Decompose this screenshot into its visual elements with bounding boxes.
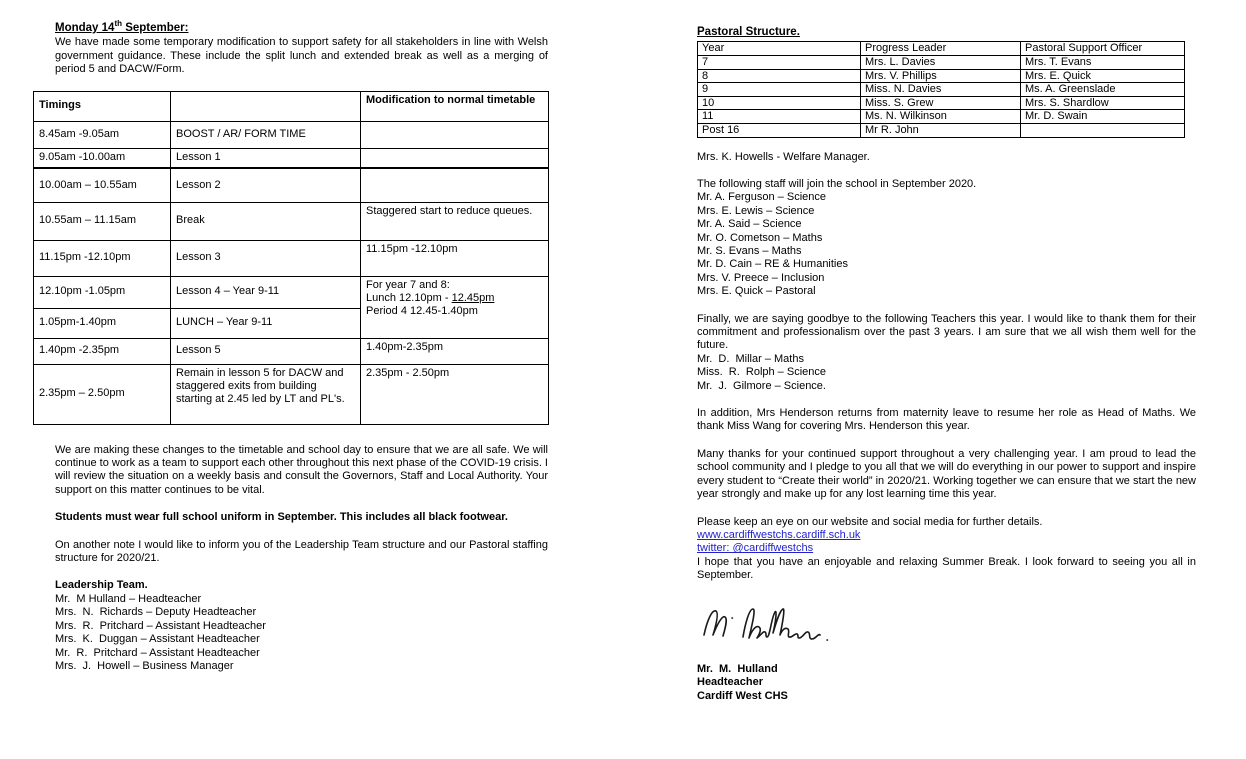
list-item: Mr. A. Ferguson – Science <box>697 191 827 204</box>
table-cell: 10 <box>698 96 861 110</box>
list-item: Mr. O. Cometson – Maths <box>697 231 823 244</box>
table-cell: Mrs. L. Davies <box>861 56 1021 70</box>
list-item: Mr. R. Pritchard – Assistant Headteacher <box>55 646 260 659</box>
table-cell: Mr R. John <box>861 123 1021 137</box>
table-cell: 1.40pm-2.35pm <box>361 338 549 364</box>
table-row <box>698 123 1185 137</box>
website-link[interactable]: www.cardiffwestchs.cardiff.sch.uk <box>697 528 861 541</box>
table-cell: 2.35pm – 2.50pm <box>34 364 171 424</box>
table-cell: Mr. D. Swain <box>1021 110 1185 124</box>
table-cell: Staggered start to reduce queues. <box>361 202 549 240</box>
table-row <box>34 202 549 240</box>
pastoral-header-row <box>698 42 1185 56</box>
table-cell <box>361 168 549 202</box>
table-cell: 11 <box>698 110 861 124</box>
table-row <box>698 83 1185 97</box>
table-cell: Remain in lesson 5 for DACW and staggered exits from building starting at 2.45 led by LT and PL's. <box>171 364 361 424</box>
sign-off-school: Cardiff West CHS <box>697 689 788 702</box>
list-item: Mr. S. Evans – Maths <box>697 245 802 257</box>
joining-intro: The following staff will join the school in September 2020. <box>697 177 977 190</box>
timetable <box>33 91 549 425</box>
list-item: Mrs. E. Quick – Pastoral <box>697 285 816 298</box>
goodbye-paragraph: Finally, we are saying goodbye to the following Teachers this year. I would like to thank them for their commitment and professionalism over the past 3 years. I am sure that we all wish them well for the future. <box>697 312 1196 352</box>
table-cell: LUNCH – Year 9-11 <box>171 308 361 338</box>
sign-off-title: Headteacher <box>697 676 764 689</box>
leadership-list <box>55 593 548 673</box>
welfare-line: Mrs. K. Howells - Welfare Manager. <box>697 150 870 163</box>
monday-heading-prefix: Monday 14 <box>55 22 115 34</box>
table-cell: Ms. N. Wilkinson <box>861 110 1021 124</box>
list-item: Mrs. R. Pritchard – Assistant Headteacher <box>55 619 266 632</box>
table-row <box>698 69 1185 83</box>
table-row <box>34 364 549 424</box>
table-cell: Miss. N. Davies <box>861 83 1021 97</box>
table-cell: 8 <box>698 69 861 83</box>
table-cell: Post 16 <box>698 123 861 137</box>
table-row <box>34 338 549 364</box>
table-row <box>698 56 1185 70</box>
table-cell: 7 <box>698 56 861 70</box>
table-cell <box>361 121 549 148</box>
right-column <box>697 26 1196 703</box>
henderson-paragraph: In addition, Mrs Henderson returns from maternity leave to resume her role as Head of Maths. We thank Miss Wang for covering Mrs. Henderson this year. <box>697 407 1196 433</box>
list-item: Mr. M Hulland – Headteacher <box>55 592 202 605</box>
uniform-paragraph: Students must wear full school uniform in September. This includes all black footwear. <box>55 511 508 524</box>
table-cell <box>1021 123 1185 137</box>
sign-off-name: Mr. M. Hulland <box>697 662 778 675</box>
table-cell: 2.35pm - 2.50pm <box>361 364 549 424</box>
table-cell: Mrs. S. Shardlow <box>1021 96 1185 110</box>
table-cell: 10.00am – 10.55am <box>34 168 171 202</box>
mod-line2-prefix: Lunch 12.10pm - <box>366 292 452 305</box>
monday-heading <box>55 19 548 35</box>
table-cell: Lesson 1 <box>171 148 361 168</box>
table-cell: 11.15pm -12.10pm <box>34 240 171 276</box>
twitter-link-line <box>697 542 1196 555</box>
table-cell: Year <box>698 42 861 56</box>
table-row <box>698 96 1185 110</box>
timetable-header-row <box>34 91 549 121</box>
table-row <box>34 148 549 168</box>
mod-line3: Period 4 12.45-1.40pm <box>366 305 478 318</box>
mod-line2-underlined-time: 12.45pm <box>451 292 495 305</box>
table-cell: Progress Leader <box>861 42 1021 56</box>
list-item: Mr. J. Gilmore – Science. <box>697 379 826 392</box>
table-cell: 1.40pm -2.35pm <box>34 338 171 364</box>
table-cell-merged-modification <box>361 276 549 338</box>
table-cell: Lesson 4 – Year 9-11 <box>171 276 361 308</box>
table-cell: BOOST / AR/ FORM TIME <box>171 121 361 148</box>
table-row <box>34 168 549 202</box>
sign-off-block <box>697 663 1196 704</box>
table-cell: Lesson 3 <box>171 240 361 276</box>
table-cell: 11.15pm -12.10pm <box>361 240 549 276</box>
left-column <box>33 19 548 687</box>
table-row <box>34 240 549 276</box>
website-intro: Please keep an eye on our website and social media for further details. <box>697 515 1043 528</box>
closing-paragraph: I hope that you have an enjoyable and relaxing Summer Break. I look forward to seeing you all in September. <box>697 555 1196 582</box>
table-cell: 8.45am -9.05am <box>34 121 171 148</box>
changes-paragraph: We are making these changes to the timetable and school day to ensure that we are all safe. We will continue to work as a team to support each other throughout this next phase of the COVID-19 crisis. I will review the situation on a weekly basis and consult the Governors, Staff and Local Authority. Your support on this matter continues to be vital. <box>55 443 548 496</box>
website-link-line <box>697 529 1196 542</box>
table-cell <box>171 91 361 121</box>
thanks-paragraph: Many thanks for your continued support throughout a very challenging year. I am proud to lead the school community and I pledge to you all that we will do everything in our power to support and inspire every student to “Create their world” in 2020/21. Working together we can ensure that we start the new year strongly and make up for any lost learning time this year. <box>697 447 1196 501</box>
list-item: Mr. D. Millar – Maths <box>697 352 804 365</box>
twitter-link[interactable]: twitter: @cardiffwestchs <box>697 542 814 555</box>
monday-heading-ordinal: th <box>114 19 122 29</box>
table-cell: 9 <box>698 83 861 97</box>
table-cell: Modification to normal timetable <box>361 91 549 121</box>
table-row <box>34 121 549 148</box>
table-cell: 1.05pm-1.40pm <box>34 308 171 338</box>
table-cell: 12.10pm -1.05pm <box>34 276 171 308</box>
leadership-heading: Leadership Team. <box>55 579 148 592</box>
list-item: Mrs. N. Richards – Deputy Headteacher <box>55 606 257 619</box>
signature-image <box>699 597 839 649</box>
list-item: Mr. D. Cain – RE & Humanities <box>697 258 848 271</box>
table-row <box>698 110 1185 124</box>
list-item: Mrs. K. Duggan – Assistant Headteacher <box>55 633 260 646</box>
monday-heading-suffix: September: <box>122 22 189 34</box>
list-item: Mrs. V. Preece – Inclusion <box>697 271 825 284</box>
table-cell: 10.55am – 11.15am <box>34 202 171 240</box>
list-item: Mrs. J. Howell – Business Manager <box>55 659 234 672</box>
table-cell: Mrs. T. Evans <box>1021 56 1185 70</box>
table-cell: Mrs. V. Phillips <box>861 69 1021 83</box>
table-cell: Timings <box>34 91 171 121</box>
joining-staff-list <box>697 191 1196 298</box>
intro-paragraph: We have made some temporary modification to support safety for all stakeholders in line with Welsh government guidance. These include the split lunch and extended break as well as a merging of period 5 and DACW/Form. <box>55 36 548 76</box>
table-cell: Ms. A. Greenslade <box>1021 83 1185 97</box>
table-cell: Pastoral Support Officer <box>1021 42 1185 56</box>
list-item: Mr. A. Said – Science <box>697 218 802 231</box>
pastoral-heading: Pastoral Structure. <box>697 26 800 38</box>
table-cell: Mrs. E. Quick <box>1021 69 1185 83</box>
pastoral-table <box>697 41 1185 137</box>
table-cell: 9.05am -10.00am <box>34 148 171 168</box>
table-cell: Break <box>171 202 361 240</box>
table-cell: Lesson 2 <box>171 168 361 202</box>
table-cell: Miss. S. Grew <box>861 96 1021 110</box>
list-item: Mrs. E. Lewis – Science <box>697 204 815 217</box>
mod-line1: For year 7 and 8: <box>366 278 450 291</box>
another-note-paragraph: On another note I would like to inform you of the Leadership Team structure and our Pastoral staffing structure for 2020/21. <box>55 538 548 565</box>
signature <box>699 597 1196 651</box>
table-cell: Lesson 5 <box>171 338 361 364</box>
leaving-staff-list <box>697 353 1196 393</box>
table-row <box>34 276 549 308</box>
list-item: Miss. R. Rolph – Science <box>697 366 826 379</box>
table-cell <box>361 148 549 168</box>
